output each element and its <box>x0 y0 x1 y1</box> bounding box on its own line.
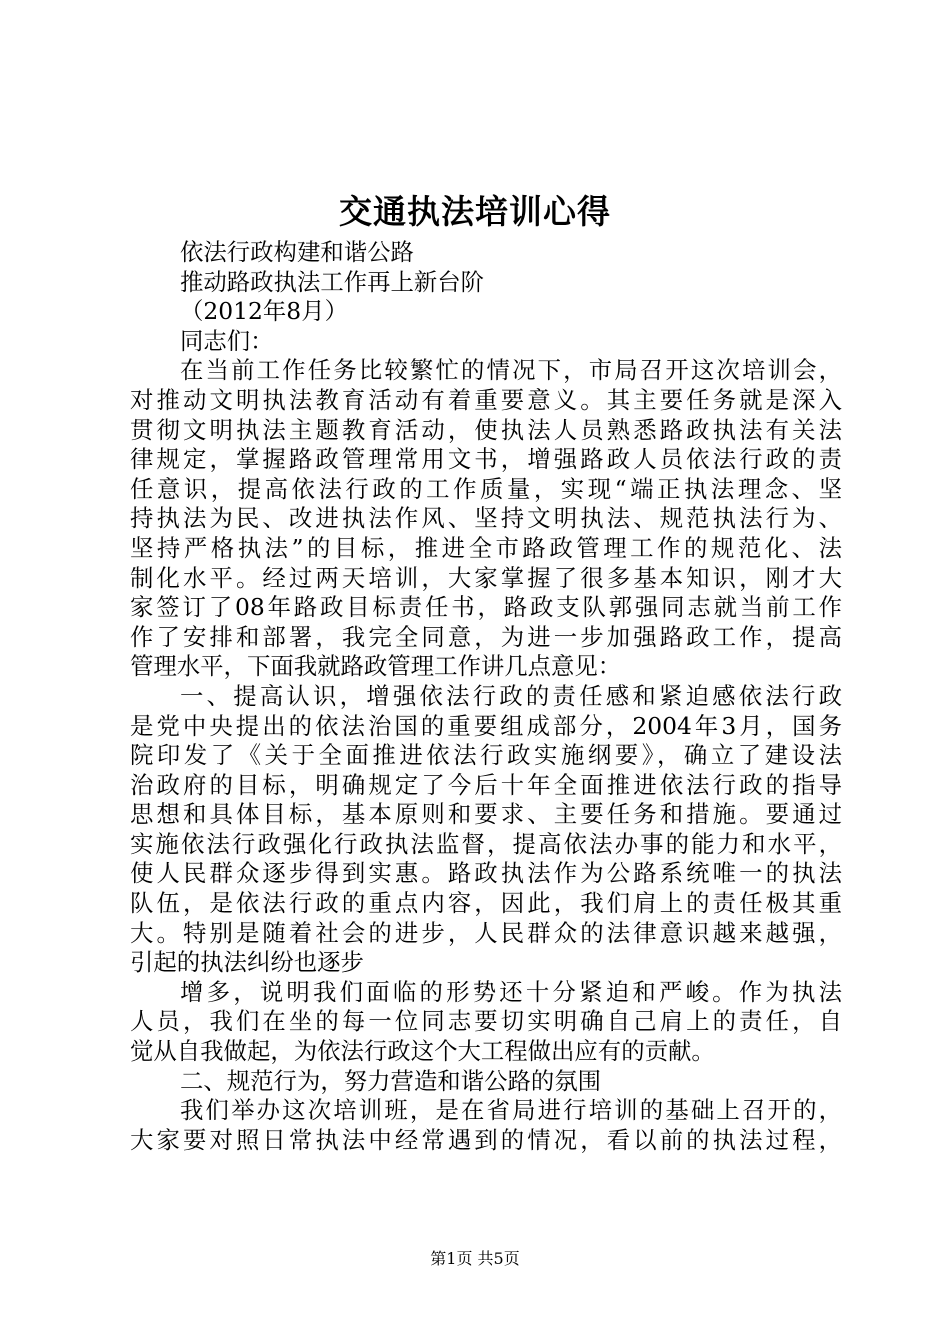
body-line: 实施依法行政强化行政执法监督，提高依法办事的能力和水平， <box>130 829 842 858</box>
body-line: 作了安排和部署，我完全同意，为进一步加强路政工作，提高 <box>130 622 842 651</box>
body-line: 任意识，提高依法行政的工作质量，实现“端正执法理念、坚 <box>130 474 842 503</box>
body-line: （2012年8月） <box>180 297 348 326</box>
body-line: 增多，说明我们面临的形势还十分紧迫和严峻。作为执法 <box>180 977 842 1006</box>
body-line: 是党中央提出的依法治国的重要组成部分，2004年3月，国务 <box>130 711 842 740</box>
body-line: 对推动文明执法教育活动有着重要意义。其主要任务就是深入 <box>130 385 842 414</box>
body-line: 同志们： <box>180 326 274 355</box>
body-line: 推动路政执法工作再上新台阶 <box>180 267 485 296</box>
body-line: 在当前工作任务比较繁忙的情况下，市局召开这次培训会， <box>180 356 842 385</box>
body-line: 坚持严格执法”的目标，推进全市路政管理工作的规范化、法 <box>130 533 842 562</box>
body-line: 律规定，掌握路政管理常用文书，增强路政人员依法行政的责 <box>130 445 842 474</box>
body-line: 依法行政构建和谐公路 <box>180 238 414 266</box>
body-line: 觉从自我做起，为依法行政这个大工程做出应有的贡献。 <box>130 1037 715 1066</box>
body-line: 一、提高认识，增强依法行政的责任感和紧迫感依法行政 <box>180 681 842 710</box>
body-line: 院印发了《关于全面推进依法行政实施纲要》，确立了建设法 <box>130 741 842 770</box>
document-body <box>130 238 842 1155</box>
body-line: 管理水平，下面我就路政管理工作讲几点意见： <box>130 652 622 681</box>
body-line: 思想和具体目标，基本原则和要求、主要任务和措施。要通过 <box>130 800 842 829</box>
body-line: 贯彻文明执法主题教育活动，使执法人员熟悉路政执法有关法 <box>130 415 842 444</box>
body-line: 持执法为民、改进执法作风、坚持文明执法、规范执法行为、 <box>130 504 842 533</box>
body-line: 制化水平。经过两天培训，大家掌握了很多基本知识，刚才大 <box>130 563 842 592</box>
body-line: 我们举办这次培训班，是在省局进行培训的基础上召开的， <box>180 1096 842 1125</box>
body-line: 人员，我们在坐的每一位同志要切实明确自己肩上的责任，自 <box>130 1007 842 1036</box>
body-line: 队伍，是依法行政的重点内容，因此，我们肩上的责任极其重 <box>130 889 842 918</box>
body-line: 使人民群众逐步得到实惠。路政执法作为公路系统唯一的执法 <box>130 859 842 888</box>
body-line: 二、规范行为，努力营造和谐公路的氛围 <box>180 1066 602 1095</box>
body-line: 大。特别是随着社会的进步，人民群众的法律意识越来越强， <box>130 918 842 947</box>
body-line: 大家要对照日常执法中经常遇到的情况，看以前的执法过程， <box>130 1125 842 1154</box>
page-footer: 第1页 共5页 <box>430 1249 520 1268</box>
body-line: 治政府的目标，明确规定了今后十年全面推进依法行政的指导 <box>130 770 842 799</box>
body-line: 家签订了08年路政目标责任书，路政支队郭强同志就当前工作 <box>130 593 842 622</box>
document-title: 交通执法培训心得 <box>339 192 611 231</box>
body-line: 引起的执法纠纷也逐步 <box>130 948 364 977</box>
